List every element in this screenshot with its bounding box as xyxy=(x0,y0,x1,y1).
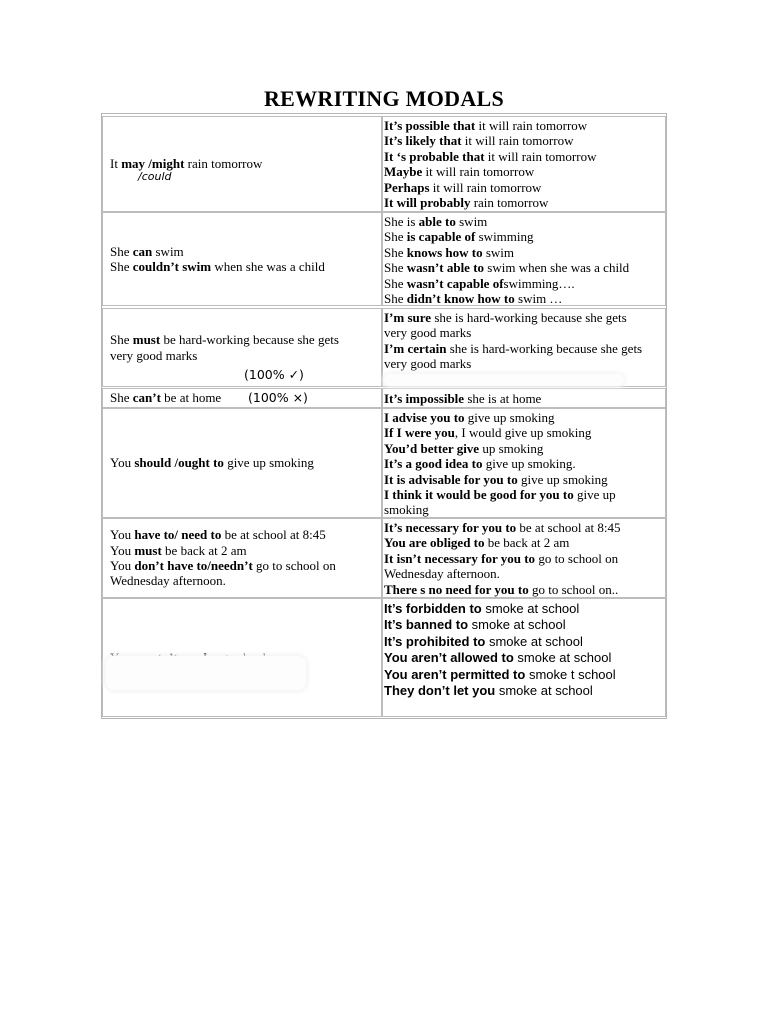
text-phrase: She xyxy=(384,275,407,291)
modal-cell xyxy=(102,116,382,212)
bold-phrase: It’s prohibited to xyxy=(384,633,486,649)
bold-phrase: have to/ need to xyxy=(134,527,222,543)
bold-phrase: It’s likely that xyxy=(384,133,462,149)
text-phrase: swim … xyxy=(514,291,563,306)
text-phrase: rain tomorrow xyxy=(184,156,263,172)
bold-phrase: If I were you xyxy=(384,425,455,441)
text-phrase: give up smoking xyxy=(223,455,314,471)
text-phrase: be at home xyxy=(160,390,222,406)
bold-phrase: can xyxy=(132,243,153,259)
text-phrase: Wednesday afternoon. xyxy=(110,573,226,589)
left-line xyxy=(110,259,381,274)
right-line xyxy=(384,356,665,371)
right-line xyxy=(384,310,665,325)
bold-phrase: It’s a good idea to xyxy=(384,456,483,472)
right-line xyxy=(384,133,665,148)
bold-phrase: It’s forbidden to xyxy=(384,601,482,616)
right-line xyxy=(384,551,665,566)
bold-phrase: They don’t let you xyxy=(384,683,496,699)
bold-phrase: is capable of xyxy=(406,229,476,245)
text-phrase: She xyxy=(110,390,133,406)
text-phrase: give up smoking. xyxy=(482,456,576,472)
bold-phrase: couldn’t swim xyxy=(132,259,212,274)
bold-phrase: I’m sure xyxy=(384,310,432,325)
bold-phrase: don’t have to/needn’t xyxy=(134,558,253,573)
bold-phrase: can’t xyxy=(132,390,161,406)
bold-phrase: I’m certain xyxy=(384,340,447,356)
text-phrase: It xyxy=(110,156,122,172)
bold-phrase: may /might xyxy=(121,156,185,172)
text-phrase: smoke t school xyxy=(525,666,616,682)
bold-phrase: It’s possible that xyxy=(384,118,476,133)
bold-phrase: You are obliged to xyxy=(384,535,485,551)
rewrite-cell xyxy=(382,116,666,212)
modal-cell xyxy=(102,408,382,518)
text-phrase: She xyxy=(384,244,407,260)
left-line xyxy=(110,348,381,363)
handwritten-certain-note: (100% ✓) xyxy=(244,367,304,382)
text-phrase: go to school on xyxy=(535,550,619,566)
bold-phrase: should /ought to xyxy=(134,455,224,471)
text-phrase: be back at 2 am xyxy=(161,542,247,558)
text-phrase: smoke at school xyxy=(481,601,580,616)
right-line xyxy=(384,487,665,502)
text-phrase: She xyxy=(110,332,133,348)
text-phrase: She is xyxy=(384,214,419,229)
modal-cell xyxy=(102,212,382,306)
text-phrase: she is hard-working because she gets xyxy=(446,340,643,356)
rewrite-cell xyxy=(382,408,666,518)
rewrite-cell xyxy=(382,598,666,717)
text-phrase: rain tomorrow xyxy=(470,195,549,211)
text-phrase: She xyxy=(110,259,133,274)
right-line xyxy=(384,456,665,471)
right-line xyxy=(384,410,665,425)
bold-phrase: It ‘s probable that xyxy=(384,148,485,164)
text-phrase: You xyxy=(110,558,135,573)
text-phrase: it will rain tomorrow xyxy=(475,118,588,133)
erased-text-mark xyxy=(384,374,624,386)
text-phrase: She xyxy=(110,243,133,259)
text-phrase: She xyxy=(384,229,407,245)
rewrite-cell xyxy=(382,388,666,408)
right-line xyxy=(384,472,665,487)
bold-phrase: able to xyxy=(418,214,456,229)
text-phrase: be hard-working because she gets xyxy=(160,332,339,348)
bold-phrase: Perhaps xyxy=(384,179,430,195)
left-line xyxy=(110,573,381,588)
right-line xyxy=(384,229,665,244)
text-phrase: swim xyxy=(455,214,488,229)
right-line xyxy=(384,164,665,179)
left-line xyxy=(110,244,381,259)
right-line xyxy=(384,245,665,260)
right-line xyxy=(384,180,665,195)
right-line xyxy=(384,118,665,133)
text-phrase: You xyxy=(110,542,135,558)
right-line xyxy=(384,634,665,650)
bold-phrase: Maybe xyxy=(384,164,423,180)
right-line xyxy=(384,683,665,699)
left-line xyxy=(110,390,381,405)
text-phrase: smoke at school xyxy=(495,683,593,699)
right-line xyxy=(384,535,665,550)
text-phrase: be at school at 8:45 xyxy=(221,527,326,543)
text-phrase: it will rain tomorrow xyxy=(484,148,597,164)
modal-cell xyxy=(102,308,382,387)
bold-phrase: It’s banned to xyxy=(384,617,469,633)
text-phrase: give up xyxy=(573,487,616,503)
modal-cell xyxy=(102,388,382,408)
right-line xyxy=(384,341,665,356)
right-line xyxy=(384,214,665,229)
text-phrase: very good marks xyxy=(384,325,472,341)
right-line xyxy=(384,260,665,275)
right-line xyxy=(384,520,665,535)
text-phrase: very good marks xyxy=(110,347,198,363)
text-phrase: , I would give up smoking xyxy=(454,425,592,441)
bold-phrase: It isn’t necessary for you to xyxy=(384,550,536,566)
text-phrase: it will rain tomorrow xyxy=(422,164,535,180)
text-phrase: give up smoking xyxy=(464,410,555,425)
text-phrase: swim xyxy=(152,243,184,259)
handwritten-impossible-note: (100% ×) xyxy=(248,390,308,405)
right-line xyxy=(384,582,665,597)
text-phrase: smoke at school xyxy=(468,617,566,633)
bold-phrase: knows how to xyxy=(406,244,483,260)
right-line xyxy=(384,650,665,666)
right-line xyxy=(384,291,665,306)
right-line xyxy=(384,276,665,291)
text-phrase: it will rain tomorrow xyxy=(461,133,574,149)
bold-phrase: must xyxy=(132,332,161,348)
text-phrase: swim xyxy=(482,244,515,260)
rewrite-cell xyxy=(382,518,666,598)
text-phrase: smoke at school xyxy=(513,650,612,666)
right-line xyxy=(384,617,665,633)
text-phrase: she is at home xyxy=(464,391,542,406)
right-line xyxy=(384,391,665,406)
text-phrase: she is hard-working because she gets xyxy=(431,310,627,325)
erased-text-mark xyxy=(106,656,306,690)
bold-phrase: You’d better give xyxy=(384,440,480,456)
text-phrase: swim when she was a child xyxy=(484,260,630,276)
bold-phrase: It is advisable for you to xyxy=(384,471,518,487)
left-line xyxy=(110,543,381,558)
text-phrase: it will rain tomorrow xyxy=(429,179,542,195)
text-phrase: very good marks xyxy=(384,356,472,372)
text-phrase: You xyxy=(110,455,135,471)
right-line xyxy=(384,149,665,164)
text-phrase: go to school on xyxy=(252,558,336,573)
bold-phrase: There s no need for you to xyxy=(384,581,529,597)
text-phrase: swimming xyxy=(475,229,534,245)
right-line xyxy=(384,667,665,683)
handwritten-could-note: /could xyxy=(138,170,172,183)
bold-phrase: You aren’t permitted to xyxy=(384,666,526,682)
text-phrase: Wednesday afternoon. xyxy=(384,566,500,582)
text-phrase: be at school at 8:45 xyxy=(516,520,621,535)
bold-phrase: must xyxy=(134,542,162,558)
text-phrase: be back at 2 am xyxy=(484,535,570,551)
rewrite-cell xyxy=(382,212,666,306)
bold-phrase: It’s necessary for you to xyxy=(384,520,517,535)
right-line xyxy=(384,425,665,440)
right-line xyxy=(384,601,665,617)
bold-phrase: It’s impossible xyxy=(384,391,465,406)
bold-phrase: wasn’t able to xyxy=(406,260,485,276)
text-phrase: She xyxy=(384,260,407,276)
right-line xyxy=(384,195,665,210)
text-phrase: when she was a child xyxy=(211,259,325,274)
right-line xyxy=(384,325,665,340)
modal-cell xyxy=(102,518,382,598)
bold-phrase: wasn’t capable of xyxy=(406,275,504,291)
text-phrase: go to school on.. xyxy=(528,581,619,597)
text-phrase: You xyxy=(110,527,135,543)
bold-phrase: I think it would be good for you to xyxy=(384,487,574,503)
right-line xyxy=(384,502,665,517)
text-phrase: She xyxy=(384,291,407,306)
text-phrase: give up smoking xyxy=(517,471,608,487)
bold-phrase: You aren’t allowed to xyxy=(384,650,514,666)
left-line xyxy=(110,332,381,347)
page-title: REWRITING MODALS xyxy=(263,86,505,111)
text-phrase: smoke at school xyxy=(485,633,583,649)
bold-phrase: It will probably xyxy=(384,195,471,211)
text-phrase: swimming…. xyxy=(503,275,575,291)
bold-phrase: I advise you to xyxy=(384,410,465,425)
text-phrase: up smoking xyxy=(479,440,544,456)
left-line xyxy=(110,527,381,542)
left-line xyxy=(110,558,381,573)
left-line xyxy=(110,455,381,470)
right-line xyxy=(384,441,665,456)
right-line xyxy=(384,566,665,581)
text-phrase: smoking xyxy=(384,502,429,518)
bold-phrase: didn’t know how to xyxy=(406,291,515,306)
